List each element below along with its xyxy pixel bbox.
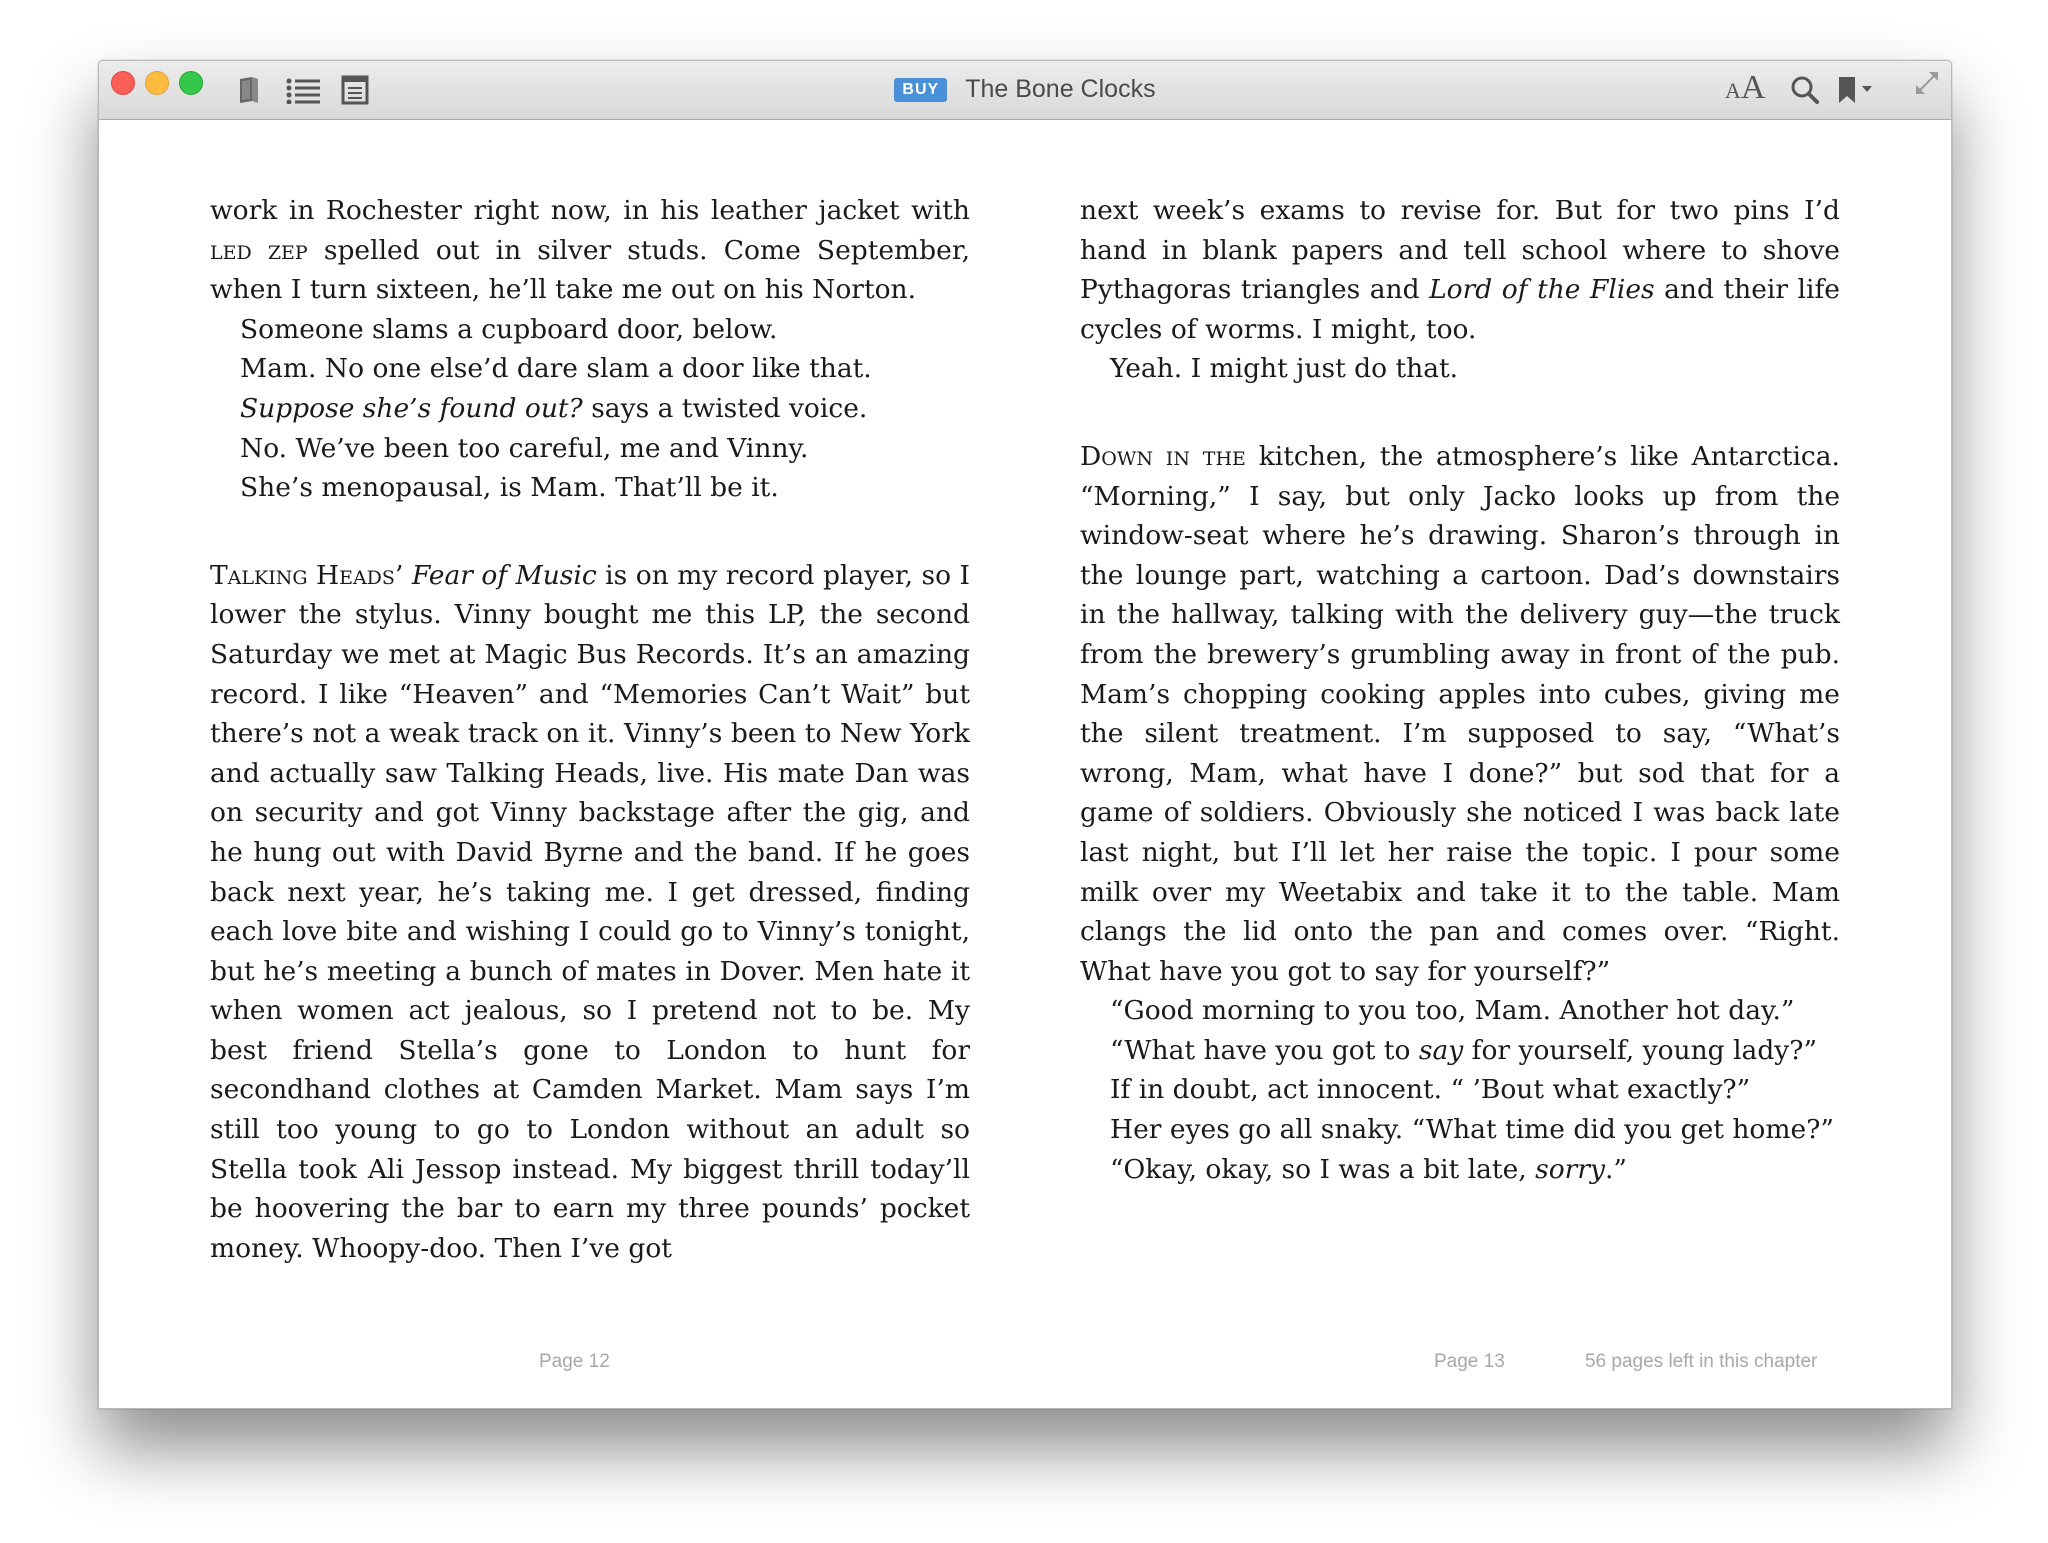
pages-left-indicator: 56 pages left in this chapter [1585, 1351, 1818, 1372]
window-title-area [99, 75, 1951, 104]
font-size-big-label: A [1740, 69, 1766, 106]
font-size-button[interactable] [1725, 69, 1765, 107]
paragraph: Yeah. I might just do that. [1110, 353, 1459, 385]
bookmark-icon[interactable] [1835, 74, 1875, 106]
left-page-number: Page 12 [539, 1351, 610, 1372]
paragraph: “What have you got to say for yourself, young lady?” [1110, 1034, 1818, 1066]
paragraph: Someone slams a cupboard door, below. [240, 313, 778, 345]
paragraph: work in Rochester right now, in his leather jacket with led zep spelled out in silver studs. Come September, when I turn sixteen, he’ll take me out on his Norton. [210, 195, 971, 306]
paragraph: “Okay, okay, so I was a bit late, sorry.” [1110, 1153, 1627, 1185]
title-bar [99, 61, 1951, 120]
paragraph: Talking Heads’ Fear of Music is on my record player, so I lower the stylus. Vinny bought me this LP, the second Saturday we met at Magic Bus Records. It’s an amazing record. I like “Heaven” and “Memories Can’t Wait” but there’s not a weak track on it. Vinny’s been to New York and actually saw Talking Heads, live. His mate Dan was on security and got Vinny backstage after the gig, and he hung out with David Byrne and the band. If he goes back next year, he’s taking me. I get dressed, finding each love bite and wishing I could go to Vinny’s tonight, but he’s meeting a bunch of mates in Dover. Men hate it when women act jealous, so I pretend not to be. My best friend Stella’s gone to London to hunt for secondhand clothes at Camden Market. Mam says I’m still too young to go to London without an adult so Stella took Ali Jessop instead. My biggest thrill today’ll be hoovering the bar to earn my three pounds’ pocket money. Whoopy-doo. Then I’ve got [210, 559, 970, 1264]
font-size-small-label: A [1725, 78, 1741, 103]
paragraph: “Good morning to you too, Mam. Another hot day.” [1110, 995, 1795, 1027]
paragraph: Her eyes go all snaky. “What time did you get home?” [1110, 1114, 1834, 1146]
paragraph: No. We’ve been too careful, me and Vinny. [240, 432, 809, 464]
buy-button[interactable]: BUY [894, 78, 947, 102]
paragraph: Suppose she’s found out? says a twisted voice. [240, 392, 868, 424]
paragraph: Down in the kitchen, the atmosphere’s like Antarctica. “Morning,” I say, but only Jacko looks up from the window-seat where he’s drawing. Sharon’s through in the lounge part, watching a cartoon. Dad’s downstairs in the hallway, talking with the delivery guy—the truck from the brewery’s grumbling away in front of the pub. Mam’s chopping cooking apples into cubes, giving me the silent treatment. I’m supposed to say, “What’s wrong, Mam, what have I done?” but sod that for a game of soldiers. Obviously she noticed I was back late last night, but I’ll let her raise the topic. I pour some milk over my Weetabix and take it to the table. Mam clangs the lid onto the pan and comes over. “Right. What have you got to say for yourself?” [1080, 440, 1840, 987]
paragraph: If in doubt, act innocent. “ ’Bout what exactly?” [1110, 1074, 1751, 1106]
paragraph: next week’s exams to revise for. But for two pins I’d hand in blank papers and tell school where to shove Pythagoras triangles and Lord of the Flies and their life cycles of worms. I might, too. [1080, 195, 1840, 345]
fullscreen-icon[interactable] [1913, 67, 1941, 99]
right-page-number: Page 13 [1434, 1351, 1505, 1372]
right-page [1080, 191, 1840, 1189]
book-title: The Bone Clocks [965, 75, 1156, 103]
left-page [210, 191, 970, 1268]
search-icon[interactable] [1789, 74, 1821, 106]
paragraph: Mam. No one else’d dare slam a door like that. [240, 353, 872, 385]
book-reader-window [98, 60, 1952, 1409]
paragraph: She’s menopausal, is Mam. That’ll be it. [240, 472, 779, 504]
